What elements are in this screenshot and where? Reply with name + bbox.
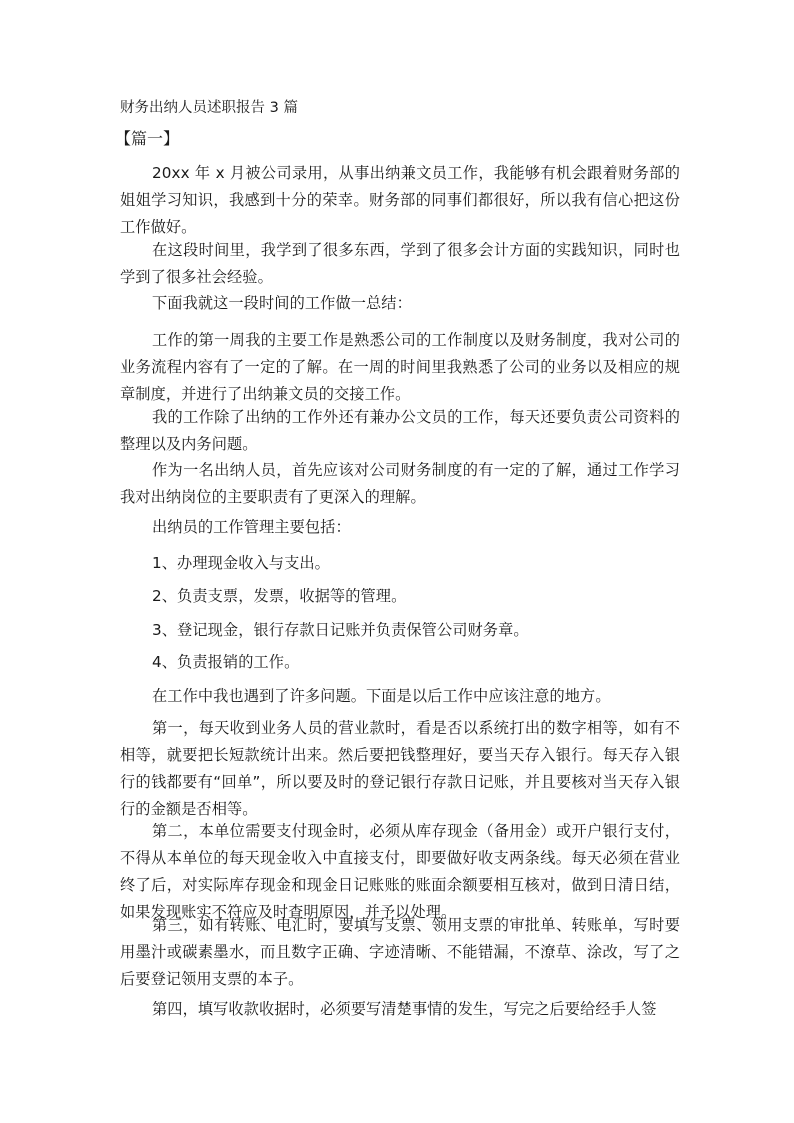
paragraph-9: 第一，每天收到业务人员的营业款时，看是否以系统打出的数字相等，如有不相等，就要把长短款统计出来。然后要把钱整理好，要当天存入银行。每天存入银行的钱都要有“回单”，所以要及时的登记银行存款日记账，并且要核对当天存入银行的金额是否相等。 [120,719,680,818]
list-item-3: 3、登记现金，银行存款日记账并负责保管公司财务章。 [152,621,529,639]
section-heading: 【篇一】 [115,129,180,148]
paragraph-5: 我的工作除了出纳的工作外还有兼办公文员的工作，每天还要负责公司资料的整理以及内务问题。 [120,408,680,453]
document-title: 财务出纳人员述职报告 3 篇 [120,100,298,116]
paragraph-2: 在这段时间里，我学到了很多东西，学到了很多会计方面的实践知识，同时也学到了很多社会经验。 [120,241,680,286]
list-item-4: 4、负责报销的工作。 [152,653,300,671]
paragraph-7: 出纳员的工作管理主要包括： [152,518,351,536]
paragraph-3: 下面我就这一段时间的工作做一总结： [152,294,412,312]
list-item-1: 1、办理现金收入与支出。 [152,554,330,572]
paragraph-4: 工作的第一周我的主要工作是熟悉公司的工作制度以及财务制度，我对公司的业务流程内容有了一定的了解。在一周的时间里我熟悉了公司的业务以及相应的规章制度，并进行了出纳兼文员的交接工作。 [120,331,680,403]
paragraph-11: 第三，如有转账、电汇时，要填写支票、领用支票的审批单、转账单，写时要用墨汁或碳素墨水，而且数字正确、字迹清晰、不能错漏，不潦草、涂改，写了之后要登记领用支票的本子。 [120,916,680,988]
paragraph-10: 第二，本单位需要支付现金时，必须从库存现金（备用金）或开户银行支付，不得从本单位的每天现金收入中直接支付，即要做好收支两条线。每天必须在营业终了后，对实际库存现金和现金日记账账的账面余额要相互核对，做到日清日结，如果发现账实不符应及时查明原因，并予以处理。 [120,822,680,921]
paragraph-6: 作为一名出纳人员，首先应该对公司财务制度的有一定的了解，通过工作学习我对出纳岗位的主要职责有了更深入的理解。 [120,461,680,506]
paragraph-1: 20xx 年 x 月被公司录用，从事出纳兼文员工作，我能够有机会跟着财务部的姐姐学习知识，我感到十分的荣幸。财务部的同事们都很好，所以我有信心把这份工作做好。 [120,164,680,236]
paragraph-12: 第四，填写收款收据时，必须要写清楚事情的发生，写完之后要给经手人签 [152,1000,657,1018]
list-item-2: 2、负责支票，发票，收据等的管理。 [152,587,407,605]
paragraph-8: 在工作中我也遇到了许多问题。下面是以后工作中应该注意的地方。 [152,687,611,705]
